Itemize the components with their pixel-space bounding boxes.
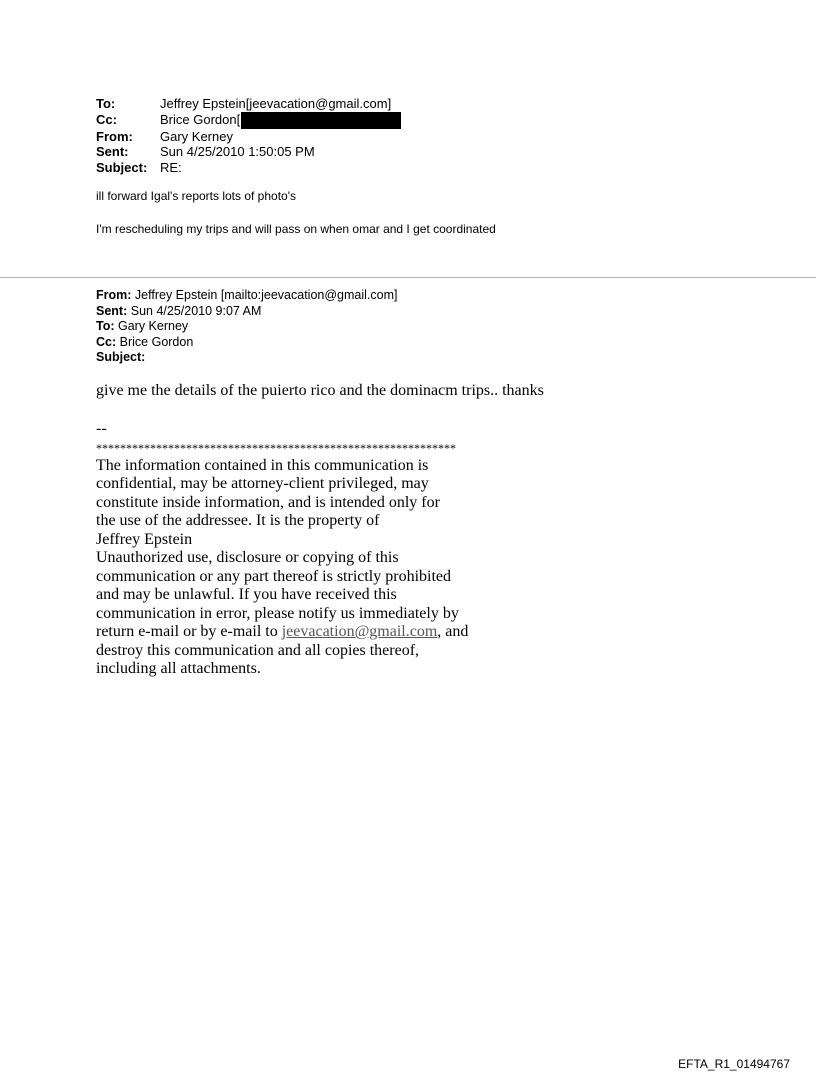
signature-block [96,420,468,679]
quoted-to-row [96,319,397,335]
return-prefix: return e-mail or by e-mail to [96,623,282,640]
signature-line: communication in error, please notify us immediately by [96,604,459,622]
redaction-box [241,112,401,129]
to-label: To: [96,96,116,111]
quoted-from-value: Jeffrey Epstein [mailto:jeevacation@gmail.com] [134,288,398,302]
return-suffix: , and [437,623,469,640]
quoted-subject-row [96,350,397,366]
header-subject-row [96,160,401,176]
quoted-sent-label: Sent: [96,303,128,318]
cc-label: Cc: [96,111,117,127]
quoted-subject-label: Subject: [96,350,146,364]
message-line-2: I'm rescheduling my trips and will pass on when omar and I get coordinated [96,222,496,236]
quoted-cc-row [96,335,397,351]
subject-value: RE: [160,159,182,175]
sent-value: Sun 4/25/2010 1:50:05 PM [160,144,315,159]
signature-line: confidential, may be attorney-client privileged, may [96,475,429,492]
email-header [96,96,401,175]
signature-return-line [96,623,468,642]
cc-value: Brice Gordon[ [160,111,241,127]
sent-label: Sent: [96,144,129,159]
signature-line: destroy this communication and all copies thereof, [96,641,420,659]
quoted-sent-row [96,304,397,320]
separator-rule [0,277,816,278]
quoted-to-value: Gary Kerney [118,319,189,333]
quoted-from-row [96,288,397,304]
quoted-to-label: To: [96,319,115,333]
signature-line: Jeffrey Epstein [96,530,193,548]
signature-dash: -- [96,420,107,437]
header-from-row [96,129,401,145]
quoted-cc-label: Cc: [96,334,117,349]
document-id: EFTA_R1_01494767 [678,1057,790,1071]
signature-line: and may be unlawful. If you have received this [96,586,397,603]
quoted-body: give me the details of the puierto rico and the dominacm trips.. thanks [96,382,544,399]
signature-line: The information contained in this communication is [96,456,429,474]
header-sent-row [96,144,401,160]
email-link[interactable]: jeevacation@gmail.com [281,623,438,640]
quoted-cc-value: Brice Gordon [119,334,194,349]
from-value: Gary Kerney [160,128,233,144]
subject-label: Subject: [96,159,148,175]
message-line-1: ill forward Igal's reports lots of photo's [96,189,297,203]
signature-line: constitute inside information, and is intended only for [96,493,440,511]
quoted-from-label: From: [96,288,132,302]
signature-line: Unauthorized use, disclosure or copying of this [96,549,399,566]
signature-line: including all attachments. [96,660,261,677]
to-value: Jeffrey Epstein[jeevacation@gmail.com] [160,96,392,111]
quoted-sent-value: Sun 4/25/2010 9:07 AM [130,303,262,318]
from-label: From: [96,128,133,144]
signature-line: the use of the addressee. It is the property of [96,512,380,529]
signature-stars: ************************************************************ [96,440,456,455]
header-to-row [96,96,401,112]
header-cc-row [96,112,401,129]
quoted-header [96,288,397,366]
signature-line: communication or any part thereof is strictly prohibited [96,567,452,585]
